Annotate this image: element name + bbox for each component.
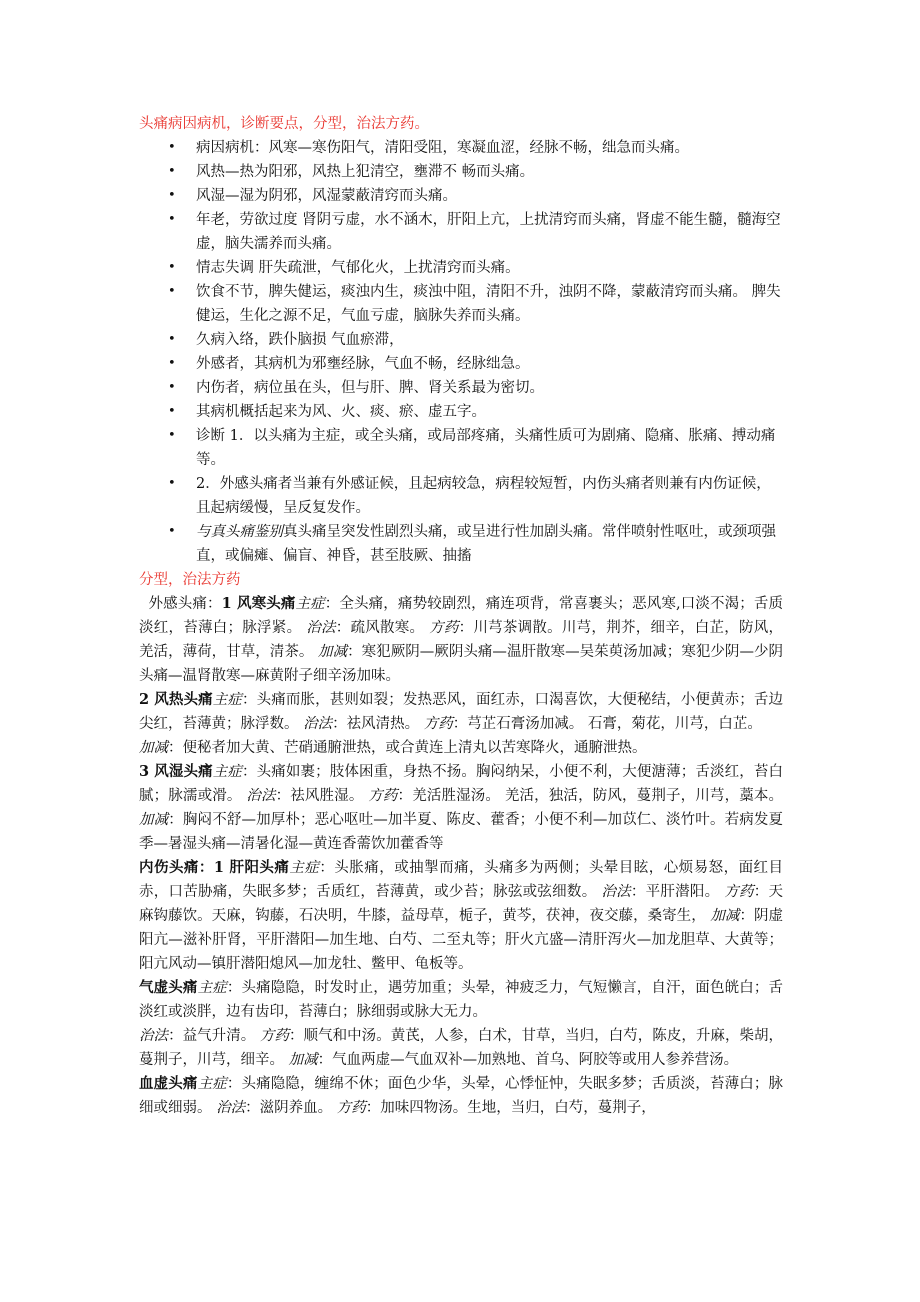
list-item <box>139 520 783 568</box>
list-item <box>139 136 783 160</box>
field-label: 治法 <box>306 620 336 636</box>
document-title: 头痛病因病机，诊断要点，分型，治法方药。 <box>139 116 429 132</box>
syndrome-heading: 1 风寒头痛 <box>221 595 296 612</box>
paragraph-text: ：气血两虚—气血双补—加熟地、首乌、阿胶等或用人参养营汤。 <box>317 1052 739 1068</box>
paragraph <box>139 736 783 760</box>
list-item <box>139 160 783 184</box>
paragraph-text: ：滋阴养血。 <box>245 1100 337 1116</box>
paragraph-text: ：寒犯厥阴—厥阴头痛—温肝散寒—吴茱萸汤加减；寒犯少阴—少阴头痛—温肾散寒—麻黄附子细辛汤加味。 <box>139 644 784 684</box>
field-label: 加减 <box>318 644 348 660</box>
list-item <box>139 424 783 472</box>
field-label: 方药 <box>423 716 453 732</box>
list-item-text: 2．外感头痛者当兼有外感证候，且起病较急，病程较短暂，内伤头痛者则兼有内伤证候，且起病缓慢，呈反复发作。 <box>196 476 771 516</box>
syndrome-heading: 3 风湿头痛 <box>139 763 213 780</box>
field-label: 主症 <box>295 596 325 612</box>
list-item-text: 内伤者，病位虽在头，但与肝、脾、肾关系最为密切。 <box>196 380 544 396</box>
list-item-text: 饮食不节，脾失健运，痰浊内生，痰浊中阻，清阳不升，浊阴不降，蒙蔽清窍而头痛。 脾失健运，生化之源不足，气血亏虚，脑脉失养而头痛。 <box>196 284 781 324</box>
field-label: 治法 <box>216 1100 246 1116</box>
field-label: 加减 <box>139 812 169 828</box>
list-item-emphasis: 与真头痛鉴别 <box>196 524 283 540</box>
list-item <box>139 376 783 400</box>
field-label: 方药 <box>368 788 398 804</box>
field-label: 主症 <box>212 692 243 708</box>
field-label: 主症 <box>197 1076 227 1092</box>
list-item-text: 风湿—湿为阴邪，风湿蒙蔽清窍而头痛。 <box>196 188 457 204</box>
list-item-text: 风热—热为阳邪，风热上犯清空，壅滞不 畅而头痛。 <box>196 164 535 180</box>
field-label: 治法 <box>601 884 631 900</box>
field-label: 主症 <box>197 980 227 996</box>
syndrome-heading: 血虚头痛 <box>139 1075 198 1092</box>
list-item <box>139 208 783 256</box>
list-item <box>139 256 783 280</box>
paragraph-text: ：羌活胜湿汤。 羌活，独活，防风，蔓荆子，川芎，藁本。 <box>397 788 784 804</box>
field-label: 主症 <box>212 764 243 780</box>
field-label: 加减 <box>710 908 740 924</box>
list-item-text: 诊断 1．以头痛为主症，或全头痛，或局部疼痛，头痛性质可为剧痛、隐痛、胀痛、搏动痛等。 <box>196 428 776 468</box>
paragraph-text: ：芎芷石膏汤加减。 石膏，菊花，川芎，白芷。 <box>452 716 762 732</box>
paragraph-text: ：头痛而胀，甚则如裂；发热恶风，面红赤，口渴喜饮，大便秘结，小便黄赤；舌边尖红，苔薄黄；脉浮数。 <box>139 692 783 732</box>
syndrome-heading: 内伤头痛：1 肝阳头痛 <box>139 859 290 876</box>
field-label: 方药 <box>429 620 459 636</box>
paragraph-text: ：加味四物汤。生地，当归，白芍，蔓荆子， <box>365 1100 656 1116</box>
field-label: 治法 <box>246 788 276 804</box>
paragraph-text: ：头痛隐隐，时发时止，遇劳加重；头晕，神疲乏力，气短懒言，自汗，面色㿠白；舌淡红或淡胖，边有齿印，苔薄白；脉细弱或脉大无力。 <box>139 980 784 1020</box>
field-label: 治法 <box>139 1028 169 1044</box>
paragraph <box>139 760 783 856</box>
list-item-text: 真头痛呈突发性剧烈头痛，或呈进行性加剧头痛。常伴喷射性呕吐，或颈项强直，或偏瘫、偏盲、神昏，甚至肢厥、抽搐 <box>196 524 776 564</box>
paragraph-text: ：疏风散寒。 <box>335 620 430 636</box>
field-label: 加减 <box>139 740 168 756</box>
list-item <box>139 184 783 208</box>
paragraph-text: ：头痛如裹；肢体困重，身热不扬。胸闷纳呆，小便不利，大便溏薄；舌淡红，苔白腻；脉濡或滑。 <box>139 764 783 804</box>
paragraph <box>139 688 783 736</box>
paragraph-text: ：阴虚阳亢—滋补肝肾，平肝潜阳—加生地、白芍、二至丸等；肝火亢盛—清肝泻火—加龙胆草、大黄等；阳亢风动—镇肝潜阳熄风—加龙牡、鳖甲、龟板等。 <box>139 908 784 972</box>
list-item <box>139 472 783 520</box>
pathogenesis-list <box>139 136 783 568</box>
paragraph-text: ：天麻钩藤饮。天麻，钩藤，石决明，牛膝，益母草，栀子，黄芩，茯神，夜交藤，桑寄生， <box>139 884 784 924</box>
document-page <box>139 112 783 1120</box>
list-item-text: 情志失调 肝失疏泄，气郁化火，上扰清窍而头痛。 <box>196 260 520 276</box>
paragraph-text: ：益气升清。 <box>168 1028 260 1044</box>
paragraph-text: ：川芎茶调散。川芎，荆芥，细辛，白芷，防风，羌活，薄荷，甘草，清茶。 <box>139 620 784 660</box>
paragraph <box>139 592 783 688</box>
list-item-text: 病因病机：风寒—寒伤阳气，清阳受阻，寒凝血涩，经脉不畅，绌急而头痛。 <box>196 140 689 156</box>
list-item <box>139 352 783 376</box>
field-label: 方药 <box>259 1028 289 1044</box>
paragraph-text: 外感头痛： <box>139 596 222 612</box>
field-label: 治法 <box>303 716 333 732</box>
paragraph-text: ：顺气和中汤。黄芪，人参，白术，甘草，当归，白芍，陈皮，升麻，柴胡，蔓荆子，川芎，细辛。 <box>139 1028 784 1068</box>
paragraph-text: ：头痛隐隐，缠绵不休；面色少华，头晕，心悸怔忡，失眠多梦；舌质淡，苔薄白；脉细或细弱。 <box>139 1076 784 1116</box>
field-label: 主症 <box>289 860 320 876</box>
paragraph <box>139 1072 783 1120</box>
paragraph-text: ：头胀痛，或抽掣而痛，头痛多为两侧；头晕目眩，心烦易怒，面红目赤，口苦胁痛，失眠多梦；舌质红，苔薄黄，或少苔；脉弦或弦细数。 <box>139 860 784 900</box>
list-item-text: 年老，劳欲过度 肾阴亏虚，水不涵木，肝阳上亢，上扰清窍而头痛，肾虚不能生髓，髓海空虚，脑失濡养而头痛。 <box>196 212 781 252</box>
paragraph-text: ：平肝潜阳。 <box>630 884 725 900</box>
syndrome-heading: 2 风热头痛 <box>139 691 213 708</box>
field-label: 加减 <box>288 1052 318 1068</box>
list-item <box>139 328 783 352</box>
paragraph-text: ：祛风胜湿。 <box>275 788 369 804</box>
field-label: 方药 <box>724 884 754 900</box>
syndrome-paragraphs <box>139 592 783 1120</box>
paragraph-text: ：全头痛，痛势较剧烈，痛连项背，常喜裹头；恶风寒,口淡不渴；舌质淡红，苔薄白；脉浮紧。 <box>139 596 784 636</box>
paragraph-text: ：胸闷不舒—加厚朴；恶心呕吐—加半夏、陈皮、藿香；小便不利—加苡仁、淡竹叶。若病发夏季—暑湿头痛—清暑化湿—黄连香薷饮加藿香等 <box>139 812 783 852</box>
list-item-text: 外感者，其病机为邪壅经脉，气血不畅，经脉绌急。 <box>196 356 530 372</box>
section-title: 分型，治法方药 <box>139 572 241 588</box>
paragraph-text: ：祛风清热。 <box>332 716 424 732</box>
list-item-text: 其病机概括起来为风、火、痰、瘀、虚五字。 <box>196 404 486 420</box>
paragraph <box>139 856 783 976</box>
paragraph-text: ：便秘者加大黄、芒硝通腑泄热，或合黄连上清丸以苦寒降火，通腑泄热。 <box>168 740 647 756</box>
syndrome-heading: 气虚头痛 <box>139 979 198 996</box>
list-item <box>139 280 783 328</box>
field-label: 方药 <box>336 1100 366 1116</box>
list-item-text: 久病入络，跌仆脑损 气血瘀滞， <box>196 332 404 348</box>
paragraph <box>139 1024 783 1072</box>
list-item <box>139 400 783 424</box>
paragraph <box>139 976 783 1024</box>
